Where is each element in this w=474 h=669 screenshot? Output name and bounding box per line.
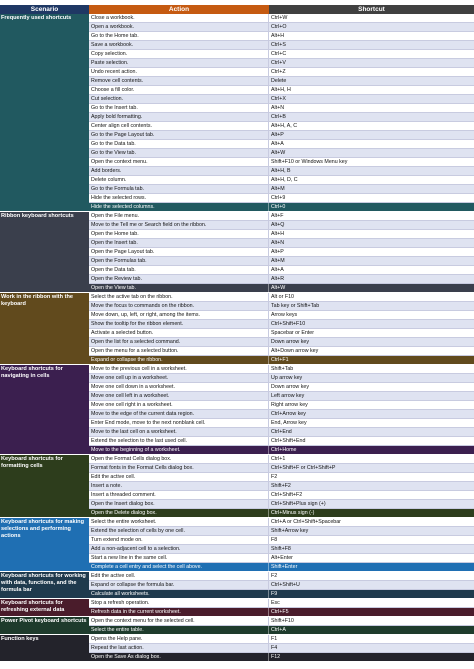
action-cell: Cut selection. <box>89 95 269 103</box>
table-row <box>89 257 474 266</box>
table-row <box>89 365 474 374</box>
table-row <box>89 176 474 185</box>
action-cell: Go to the Formula tab. <box>89 185 269 193</box>
shortcut-cell: Shift+F2 <box>271 483 291 489</box>
table-row <box>89 185 474 194</box>
header-scenario: Scenario <box>0 5 89 14</box>
table-row <box>89 581 474 590</box>
shortcut-cell: Ctrl+End <box>271 429 292 435</box>
action-cell: Move one cell right in a worksheet. <box>89 401 269 409</box>
table-row <box>89 68 474 77</box>
action-cell: Open the context menu for the selected cell. <box>89 617 269 625</box>
table-row <box>89 383 474 392</box>
action-cell: Extend the selection of cells by one cell. <box>89 527 269 535</box>
action-cell: Open the menu for a selected button. <box>89 347 269 355</box>
scenario-group: Keyboard shortcuts for navigating in cells <box>0 365 89 455</box>
action-cell: Move the focus to commands on the ribbon. <box>89 302 269 310</box>
action-cell: Hide the selected columns. <box>89 203 269 211</box>
table-row <box>89 401 474 410</box>
action-cell: Copy selection. <box>89 50 269 58</box>
scenario-group: Work in the ribbon with the keyboard <box>0 293 89 365</box>
action-cell: Move one cell left in a worksheet. <box>89 392 269 400</box>
table-row <box>89 32 474 41</box>
table-row <box>89 266 474 275</box>
table-row <box>89 230 474 239</box>
action-cell: Move to the edge of the current data region. <box>89 410 269 418</box>
action-cell: Open the Insert dialog box. <box>89 500 269 508</box>
table-row <box>89 212 474 221</box>
action-cell: Delete column. <box>89 176 269 184</box>
shortcut-cell: Alt+Enter <box>271 555 293 561</box>
action-cell: Refresh data in the current worksheet. <box>89 608 269 616</box>
shortcut-cell: Alt+Q <box>271 222 285 228</box>
shortcut-cell: Alt+H, A, C <box>271 123 298 129</box>
shortcut-cell: Ctrl+B <box>271 114 286 120</box>
action-cell: Move down, up, left, or right, among the items. <box>89 311 269 319</box>
shortcut-cell: Alt+N <box>271 240 285 246</box>
action-cell: Hide the selected rows. <box>89 194 269 202</box>
table-row <box>89 464 474 473</box>
shortcut-cell: Alt+H, D, C <box>271 177 298 183</box>
table-row <box>89 491 474 500</box>
action-cell: Open the Save As dialog box. <box>89 653 269 661</box>
action-cell: Edit the active cell. <box>89 473 269 481</box>
table-row <box>89 527 474 536</box>
shortcut-cell: F4 <box>271 645 278 651</box>
action-cell: Open the context menu. <box>89 158 269 166</box>
table-row <box>89 167 474 176</box>
action-cell: Edit the active cell. <box>89 572 269 580</box>
shortcut-cell: Shift+Enter <box>271 564 298 570</box>
action-cell: Go to the Home tab. <box>89 32 269 40</box>
scenario-group: Keyboard shortcuts for making selections and performing actions <box>0 518 89 572</box>
shortcut-cell: Ctrl+Shift+U <box>271 582 300 588</box>
shortcut-cell: Alt+A <box>271 267 284 273</box>
table-row <box>89 248 474 257</box>
action-cell: Start a new line in the same cell. <box>89 554 269 562</box>
table-row <box>89 644 474 653</box>
table-row <box>89 509 474 518</box>
shortcut-cell: Ctrl+A or Ctrl+Shift+Spacebar <box>271 519 341 525</box>
action-cell: Add a non-adjacent cell to a selection. <box>89 545 269 553</box>
shortcut-cell: Alt+R <box>271 276 285 282</box>
action-cell: Open the File menu. <box>89 212 269 220</box>
shortcut-cell: Delete <box>271 78 287 84</box>
shortcut-cell: Alt+H <box>271 33 285 39</box>
header-action: Action <box>89 5 269 14</box>
action-cell: Calculate all worksheets. <box>89 590 269 598</box>
action-cell: Move one cell up in a worksheet. <box>89 374 269 382</box>
shortcut-cell: Left arrow key <box>271 393 305 399</box>
shortcut-cell: F12 <box>271 654 281 660</box>
action-cell: Open the list for a selected command. <box>89 338 269 346</box>
shortcut-cell: Ctrl+F1 <box>271 357 289 363</box>
shortcut-cell: Shift+Tab <box>271 366 294 372</box>
shortcut-cell: Alt+P <box>271 132 284 138</box>
action-cell: Opens the Help pane. <box>89 635 269 643</box>
shortcut-cell: Tab key or Shift+Tab <box>271 303 320 309</box>
table-row <box>89 104 474 113</box>
table-row <box>89 131 474 140</box>
table-row <box>89 635 474 644</box>
action-cell: Move one cell down in a worksheet. <box>89 383 269 391</box>
shortcut-cell: End, Arrow key <box>271 420 307 426</box>
table-row <box>89 140 474 149</box>
action-cell: Open the Page Layout tab. <box>89 248 269 256</box>
table-row <box>89 419 474 428</box>
shortcut-cell: Alt or F10 <box>271 294 294 300</box>
action-cell: Move to the last cell on a worksheet. <box>89 428 269 436</box>
table-row <box>89 617 474 626</box>
action-cell: Insert a note. <box>89 482 269 490</box>
shortcut-cell: Ctrl+W <box>271 15 288 21</box>
action-cell: Show the tooltip for the ribbon element. <box>89 320 269 328</box>
shortcut-cell: Alt+H <box>271 231 285 237</box>
action-cell: Undo recent action. <box>89 68 269 76</box>
table-row <box>89 86 474 95</box>
shortcut-cell: Alt+W <box>271 150 286 156</box>
shortcut-cell: Shift+F8 <box>271 546 291 552</box>
table-row <box>89 77 474 86</box>
shortcut-cell: Alt+N <box>271 105 285 111</box>
action-cell: Select the entire worksheet. <box>89 518 269 526</box>
table-row <box>89 239 474 248</box>
shortcut-cell: Ctrl+X <box>271 96 286 102</box>
action-cell: Open the Formulas tab. <box>89 257 269 265</box>
table-row <box>89 275 474 284</box>
shortcut-cell: Ctrl+O <box>271 24 287 30</box>
table-row <box>89 203 474 212</box>
table-row <box>89 446 474 455</box>
action-cell: Go to the View tab. <box>89 149 269 157</box>
shortcut-cell: Ctrl+Shift+Plus sign (+) <box>271 501 326 507</box>
table-row <box>89 572 474 581</box>
shortcut-cell: Ctrl+9 <box>271 195 286 201</box>
action-cell: Remove cell contents. <box>89 77 269 85</box>
shortcut-cell: F9 <box>271 591 278 597</box>
shortcut-cell: Up arrow key <box>271 375 303 381</box>
action-cell: Apply bold formatting. <box>89 113 269 121</box>
shortcut-cell: Alt+F <box>271 213 284 219</box>
action-cell: Open the Insert tab. <box>89 239 269 247</box>
action-cell: Expand or collapse the formula bar. <box>89 581 269 589</box>
header-shortcut: Shortcut <box>269 5 474 14</box>
shortcut-cell: Alt+Down arrow key <box>271 348 319 354</box>
shortcut-cell: Down arrow key <box>271 384 309 390</box>
action-cell: Move to the previous cell in a worksheet. <box>89 365 269 373</box>
table-row <box>89 590 474 599</box>
table-row <box>89 392 474 401</box>
action-cell: Add borders. <box>89 167 269 175</box>
shortcut-cell: Alt+A <box>271 141 284 147</box>
table-row <box>89 599 474 608</box>
table-row <box>89 41 474 50</box>
scenario-group: Frequently used shortcuts <box>0 14 89 212</box>
table-row <box>89 356 474 365</box>
shortcut-cell: Alt+M <box>271 186 285 192</box>
shortcut-cell: Ctrl+Shift+F10 <box>271 321 306 327</box>
action-cell: Turn extend mode on. <box>89 536 269 544</box>
shortcut-cell: Arrow keys <box>271 312 298 318</box>
table-row <box>89 482 474 491</box>
table-row <box>89 500 474 509</box>
table-row <box>89 23 474 32</box>
action-cell: Save a workbook. <box>89 41 269 49</box>
shortcut-cell: Esc <box>271 600 280 606</box>
table-row <box>89 122 474 131</box>
action-cell: Paste selection. <box>89 59 269 67</box>
table-row <box>89 410 474 419</box>
action-cell: Move to the beginning of a worksheet. <box>89 446 269 454</box>
action-cell: Enter End mode, move to the next nonblank cell. <box>89 419 269 427</box>
action-cell: Open a workbook. <box>89 23 269 31</box>
scenario-group: Keyboard shortcuts for formatting cells <box>0 455 89 518</box>
shortcut-cell: F2 <box>271 573 278 579</box>
table-row <box>89 14 474 23</box>
table-row <box>89 293 474 302</box>
action-cell: Repeat the last action. <box>89 644 269 652</box>
table-row <box>89 284 474 293</box>
table-row <box>89 518 474 527</box>
table-row <box>89 194 474 203</box>
shortcut-cell: Ctrl+Shift+F or Ctrl+Shift+P <box>271 465 336 471</box>
action-cell: Go to the Page Layout tab. <box>89 131 269 139</box>
shortcut-cell: Ctrl+Arrow key <box>271 411 306 417</box>
shortcut-cell: F1 <box>271 636 278 642</box>
action-cell: Insert a threaded comment. <box>89 491 269 499</box>
shortcut-cell: Ctrl+Minus sign (-) <box>271 510 315 516</box>
shortcut-cell: Ctrl+A <box>271 627 286 633</box>
shortcut-cell: Shift+Arrow key <box>271 528 309 534</box>
action-cell: Center align cell contents. <box>89 122 269 130</box>
table-row <box>89 113 474 122</box>
table-row <box>89 149 474 158</box>
shortcut-cell: Ctrl+Z <box>271 69 286 75</box>
table-row <box>89 320 474 329</box>
shortcut-cell: Ctrl+S <box>271 42 286 48</box>
table-row <box>89 374 474 383</box>
table-row <box>89 338 474 347</box>
action-cell: Open the Data tab. <box>89 266 269 274</box>
action-cell: Open the Home tab. <box>89 230 269 238</box>
table-row <box>89 473 474 482</box>
shortcut-cell: Right arrow key <box>271 402 308 408</box>
table-row <box>89 563 474 572</box>
action-cell: Format fonts in the Format Cells dialog box. <box>89 464 269 472</box>
action-cell: Expand or collapse the ribbon. <box>89 356 269 364</box>
scenario-group: Ribbon keyboard shortcuts <box>0 212 89 293</box>
action-cell: Close a workbook. <box>89 14 269 22</box>
action-cell: Go to the Data tab. <box>89 140 269 148</box>
table-row <box>89 554 474 563</box>
shortcut-cell: Ctrl+1 <box>271 456 286 462</box>
action-cell: Open the View tab. <box>89 284 269 292</box>
scenario-group: Power Pivot keyboard shortcuts <box>0 617 89 635</box>
table-row <box>89 437 474 446</box>
table-row <box>89 221 474 230</box>
shortcut-cell: Ctrl+C <box>271 51 287 57</box>
shortcut-cell: Alt+W <box>271 285 286 291</box>
table-row <box>89 311 474 320</box>
action-cell: Select the entire table. <box>89 626 269 634</box>
shortcut-cell: Ctrl+V <box>271 60 286 66</box>
scenario-group: Keyboard shortcuts for refreshing external data <box>0 599 89 617</box>
table-row <box>89 347 474 356</box>
table-row <box>89 608 474 617</box>
shortcut-cell: Alt+P <box>271 249 284 255</box>
table-row <box>89 653 474 662</box>
table-row <box>89 158 474 167</box>
action-cell: Complete a cell entry and select the cell above. <box>89 563 269 571</box>
shortcut-cell: Alt+H, H <box>271 87 291 93</box>
shortcut-cell: Shift+F10 <box>271 618 294 624</box>
action-cell: Stop a refresh operation. <box>89 599 269 607</box>
table-row <box>89 50 474 59</box>
action-cell: Move to the Tell me or Search field on the ribbon. <box>89 221 269 229</box>
shortcut-cell: Ctrl+F5 <box>271 609 289 615</box>
table-row <box>89 536 474 545</box>
action-cell: Extend the selection to the last used cell. <box>89 437 269 445</box>
table-row <box>89 95 474 104</box>
table-row <box>89 545 474 554</box>
shortcut-cell: Ctrl+Shift+End <box>271 438 306 444</box>
table-row <box>89 59 474 68</box>
shortcut-cell: Alt+H, B <box>271 168 291 174</box>
shortcut-cell: F8 <box>271 537 278 543</box>
action-cell: Select the active tab on the ribbon. <box>89 293 269 301</box>
action-cell: Open the Review tab. <box>89 275 269 283</box>
shortcut-cell: F2 <box>271 474 278 480</box>
table-row <box>89 626 474 635</box>
table-row <box>89 329 474 338</box>
table-row <box>89 428 474 437</box>
shortcut-cell: Shift+F10 or Windows Menu key <box>271 159 348 165</box>
action-cell: Open the Format Cells dialog box. <box>89 455 269 463</box>
action-cell: Open the Delete dialog box. <box>89 509 269 517</box>
scenario-group: Function keys <box>0 635 89 662</box>
table-row <box>89 302 474 311</box>
shortcut-cell: Down arrow key <box>271 339 309 345</box>
table-row <box>89 455 474 464</box>
action-cell: Choose a fill color. <box>89 86 269 94</box>
shortcut-cell: Ctrl+Shift+F2 <box>271 492 303 498</box>
action-cell: Activate a selected button. <box>89 329 269 337</box>
shortcut-cell: Ctrl+Home <box>271 447 297 453</box>
shortcut-cell: Alt+M <box>271 258 285 264</box>
shortcut-cell: Ctrl+0 <box>271 204 286 210</box>
scenario-group: Keyboard shortcuts for working with data, functions, and the formula bar <box>0 572 89 599</box>
action-cell: Go to the Insert tab. <box>89 104 269 112</box>
shortcut-cell: Spacebar or Enter <box>271 330 314 336</box>
